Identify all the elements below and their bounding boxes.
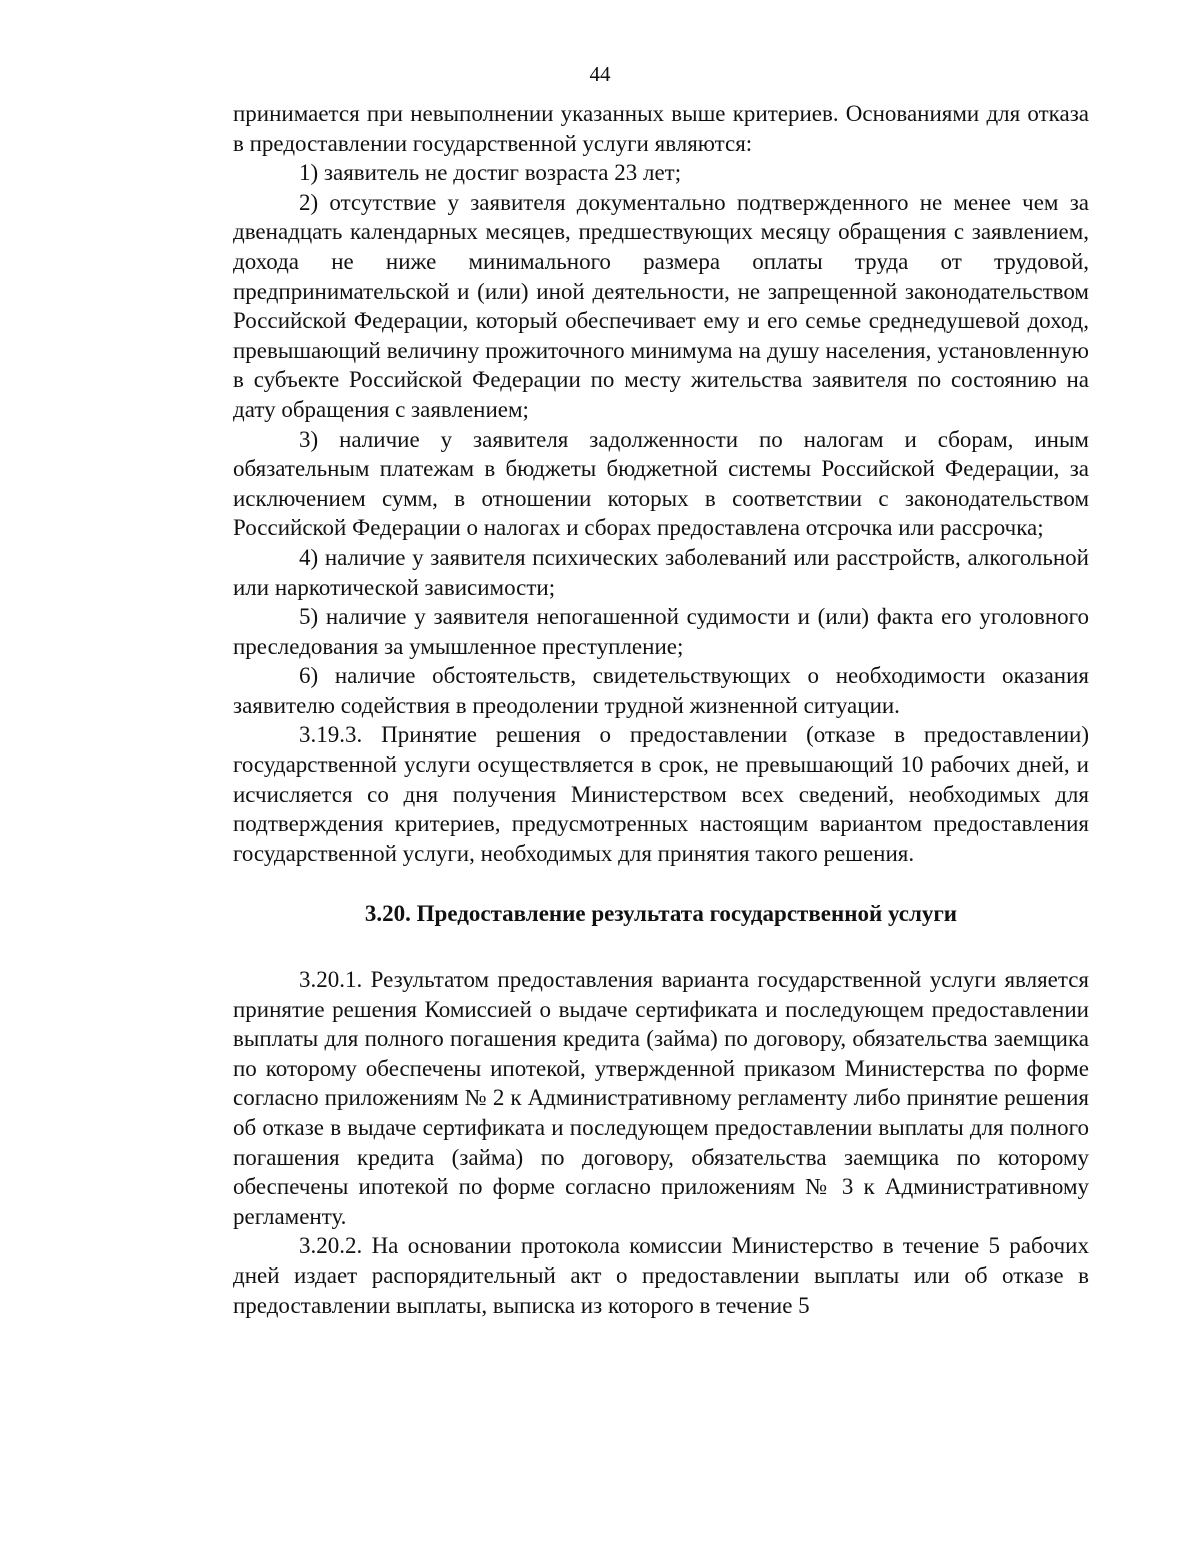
paragraph-3-20-1: 3.20.1. Результатом предоставления варианта государственной услуги является принятие решения Комиссией о выдаче сертификата и последующем предоставлении выплаты для полного погашения кредита (займа) по договору, обязательства заемщика по которому обеспечены ипотекой, утвержденной приказом Министерства по форме согласно приложениям № 2 к Административному регламенту либо принятие решения об отказе в выдаче сертификата и последующем предоставлении выплаты для полного погашения кредита (займа) по договору, обязательства заемщика по которому обеспечены ипотекой по форме согласно приложениям № 3 к Административному регламенту.: [233, 967, 1089, 1229]
paragraph-3-19-3: 3.19.3. Принятие решения о предоставлении (отказе в предоставлении) государственной услуги осуществляется в срок, не превышающий 10 рабочих дней, и исчисляется со дня получения Министерством всех сведений, необходимых для подтверждения критериев, предусмотренных настоящим вариантом предоставления государственной услуги, необходимых для принятия такого решения.: [233, 722, 1089, 866]
section-heading-3-20: 3.20. Предоставление результата государственной услуги: [364, 901, 958, 927]
paragraph-item-1: 1) заявитель не достиг возраста 23 лет;: [299, 160, 682, 186]
paragraph-refusal-grounds-intro: принимается при невыполнении указанных выше критериев. Основаниями для отказа в предоставлении государственной услуги являются:: [233, 101, 1089, 156]
paragraph-item-6: 6) наличие обстоятельств, свидетельствующих о необходимости оказания заявителю содействия в преодолении трудной жизненной ситуации.: [233, 663, 1089, 718]
page-number: 44: [589, 62, 611, 86]
paragraph-item-5: 5) наличие у заявителя непогашенной судимости и (или) факта его уголовного преследования за умышленное преступление;: [233, 604, 1089, 659]
document-body: [233, 99, 1089, 1320]
paragraph-item-4: 4) наличие у заявителя психических заболеваний или расстройств, алкогольной или наркотической зависимости;: [233, 544, 1089, 600]
paragraph-3-20-2: 3.20.2. На основании протокола комиссии Министерство в течение 5 рабочих дней издает распорядительный акт о предоставлении выплаты или об отказе в предоставлении выплаты, выписка из которого в течение 5: [233, 1233, 1089, 1318]
paragraph-item-2: 2) отсутствие у заявителя документально подтвержденного не менее чем за двенадцать календарных месяцев, предшествующих месяцу обращения с заявлением, дохода не ниже минимального размера оплаты труда от трудовой, предпринимательской и (или) иной деятельности, не запрещенной законодательством Российской Федерации, который обеспечивает ему и его семье среднедушевой доход, превышающий величину прожиточного минимума на душу населения, установленную в субъекте Российской Федерации по месту жительства заявителя по состоянию на дату обращения с заявлением;: [233, 189, 1089, 422]
paragraph-item-3: 3) наличие у заявителя задолженности по налогам и сборам, иным обязательным платежам в бюджеты бюджетной системы Российской Федерации, за исключением сумм, в отношении которых в соответствии с законодательством Российской Федерации о налогах и сборах предоставлена отсрочка или рассрочка;: [233, 426, 1089, 541]
